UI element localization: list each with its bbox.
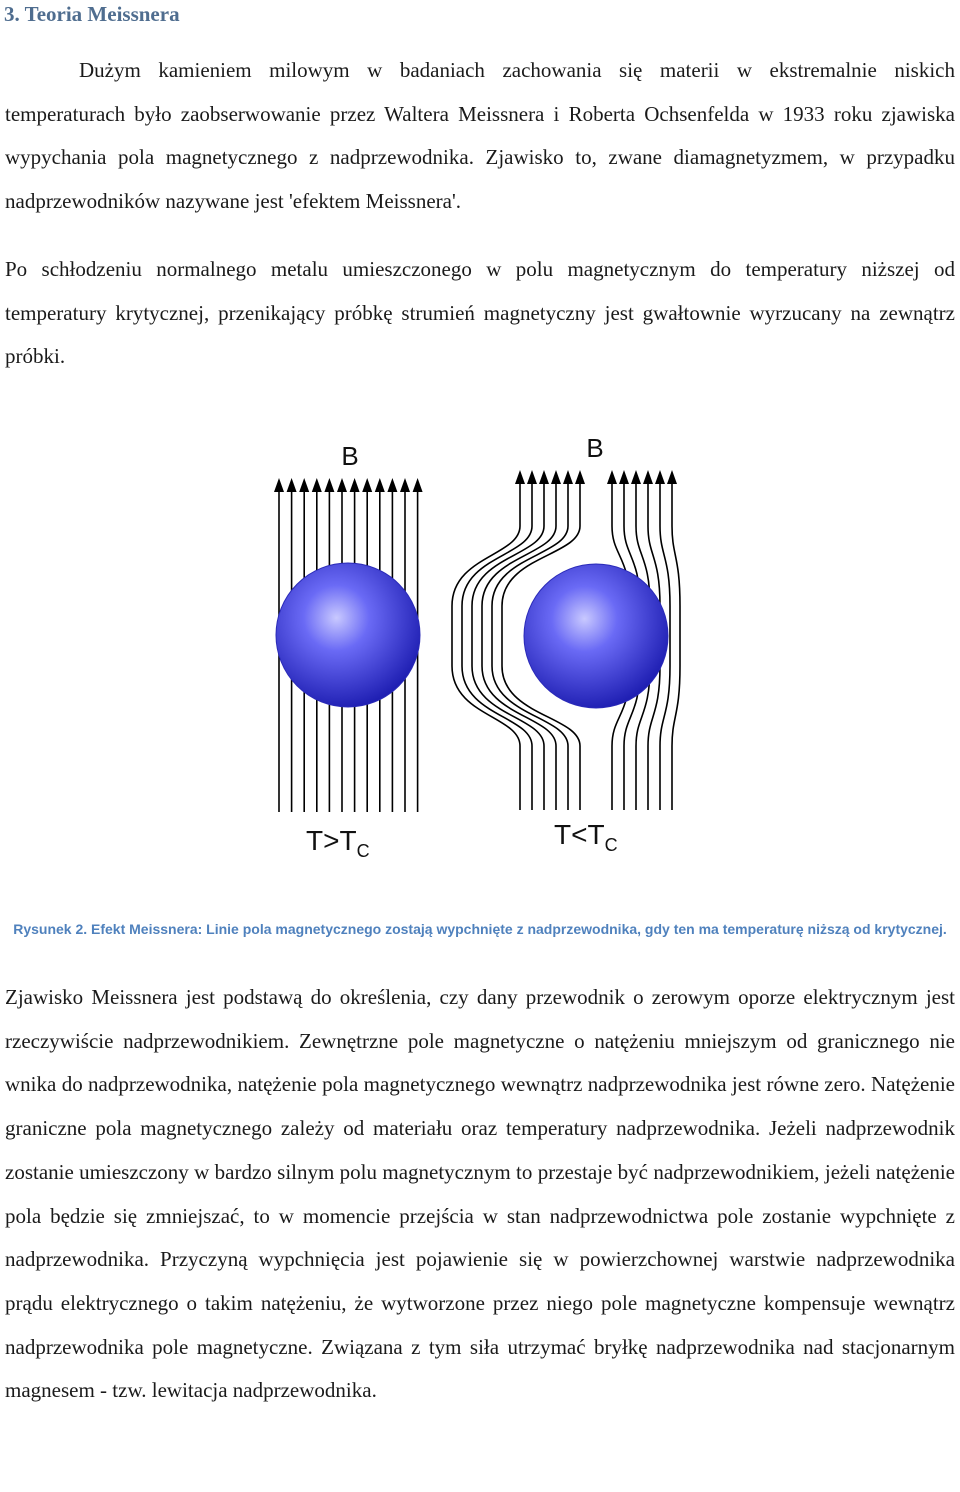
- left-field-arrow: [400, 478, 410, 492]
- right-field-arrow: [575, 470, 585, 484]
- left-field-arrow: [413, 478, 423, 492]
- right-field-label: B: [586, 433, 604, 463]
- right-field-arrow: [607, 470, 617, 484]
- left-condition-label: [306, 825, 370, 861]
- right-condition-sub: C: [604, 835, 618, 855]
- right-field-arrow: [551, 470, 561, 484]
- right-field-arrow: [631, 470, 641, 484]
- left-field-arrow: [387, 478, 397, 492]
- left-field-arrow: [287, 478, 297, 492]
- right-field-arrow: [527, 470, 537, 484]
- meissner-figure: [260, 420, 700, 870]
- discussion-paragraph: Zjawisko Meissnera jest podstawą do określenia, czy dany przewodnik o zerowym oporze elektrycznym jest rzeczywiście nadprzewodnikiem. Zewnętrzne pole magnetyczne o natężeniu mniejszym od granicznego nie wnika do nadprzewodnika, natężenie pola magnetycznego wewnątrz nadprzewodnika jest równe zero. Natężenie graniczne pola magnetycznego zależy od materiału oraz temperatury nadprzewodnika. Jeżeli nadprzewodnik zostanie umieszczony w bardzo silnym polu magnetycznym to przestaje być nadprzewodnikiem, jeżeli natężenie pola będzie się zmniejszać, to w momencie przejścia w stan nadprzewodnictwa pole zostanie wypchnięte z nadprzewodnika. Przyczyną wypchnięcia jest pojawienie się w powierzchownej warstwie nadprzewodnika prądu elektrycznego o takim natężeniu, że wytworzone przez niego pole magnetyczne kompensuje wewnątrz nadprzewodnika pole magnetyczne. Związana z tym siła utrzymać bryłkę nadprzewodnika nad stacjonarnym magnesem - tzw. lewitacja nadprzewodnika.: [5, 985, 955, 1403]
- left-field-arrow: [324, 478, 334, 492]
- left-field-arrow: [337, 478, 347, 492]
- meissner-diagram: [260, 420, 700, 870]
- right-field-arrow: [563, 470, 573, 484]
- right-condition-main: T<T: [554, 819, 605, 850]
- right-field-arrow: [655, 470, 665, 484]
- cooling-paragraph: Po schłodzeniu normalnego metalu umieszczonego w polu magnetycznym do temperatury niższej od temperatury krytycznej, przenikający próbkę strumień magnetyczny jest gwałtownie wyrzucany na zewnątrz próbki.: [5, 257, 955, 369]
- left-field-arrow: [299, 478, 309, 492]
- right-field-line: [672, 484, 680, 810]
- right-condition-label: [554, 819, 618, 855]
- left-sphere: [276, 563, 420, 707]
- left-field-arrow: [375, 478, 385, 492]
- left-field-arrow: [312, 478, 322, 492]
- left-condition-main: T>T: [306, 825, 357, 856]
- left-field-arrow: [362, 478, 372, 492]
- right-field-arrow: [539, 470, 549, 484]
- right-field-arrow: [619, 470, 629, 484]
- right-field-arrow: [643, 470, 653, 484]
- right-field-arrow: [667, 470, 677, 484]
- left-field-arrow: [350, 478, 360, 492]
- left-field-arrow: [274, 478, 284, 492]
- intro-paragraph: Dużym kamieniem milowym w badaniach zachowania się materii w ekstremalnie niskich temperaturach było zaobserwowanie przez Waltera Meissnera i Roberta Ochsenfelda w 1933 roku zjawiska wypychania pola magnetycznego z nadprzewodnika. Zjawisko to, zwane diamagnetyzmem, w przypadku nadprzewodników nazywane jest 'efektem Meissnera'.: [5, 58, 955, 214]
- section-heading: 3. Teoria Meissnera: [4, 2, 180, 26]
- figure-caption: Rysunek 2. Efekt Meissnera: Linie pola magnetycznego zostają wypchnięte z nadprzewodnika, gdy ten ma temperaturę niższą od krytycznej.: [13, 921, 947, 937]
- right-sphere: [524, 564, 668, 708]
- left-field-label: B: [341, 441, 359, 471]
- left-condition-sub: C: [356, 841, 370, 861]
- right-field-arrow: [515, 470, 525, 484]
